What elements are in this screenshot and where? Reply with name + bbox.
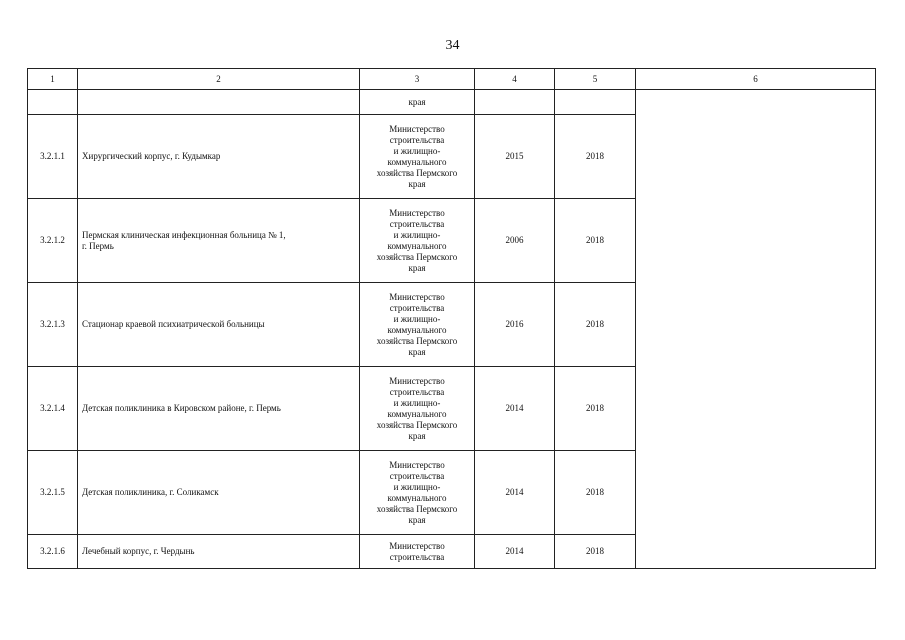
cell-id: 3.2.1.5 bbox=[28, 451, 78, 535]
cell-id bbox=[28, 90, 78, 115]
agency-line: строительства bbox=[389, 470, 445, 481]
header-col-6: 6 bbox=[636, 69, 876, 90]
header-col-3: 3 bbox=[360, 69, 475, 90]
document-table bbox=[27, 68, 876, 569]
header-col-2: 2 bbox=[78, 69, 360, 90]
agency-line: строительства bbox=[389, 302, 445, 313]
agency-line: хозяйства Пермского bbox=[376, 503, 458, 514]
agency-line: края bbox=[408, 430, 426, 441]
cell-end: 2018 bbox=[555, 199, 636, 283]
agency-line: Министерство bbox=[389, 540, 445, 551]
agency-line: хозяйства Пермского bbox=[376, 419, 458, 430]
agency-line: края bbox=[408, 514, 426, 525]
agency-line: коммунального bbox=[387, 408, 447, 419]
agency-line: края bbox=[408, 346, 426, 357]
agency-line: и жилищно- bbox=[393, 397, 441, 408]
cell-agency bbox=[360, 535, 475, 569]
table-header-row bbox=[28, 69, 876, 90]
cell-id: 3.2.1.3 bbox=[28, 283, 78, 367]
agency-line: и жилищно- bbox=[393, 229, 441, 240]
cell-col6-empty bbox=[636, 90, 876, 569]
agency-line: Министерство bbox=[389, 291, 445, 302]
cell-start: 2014 bbox=[475, 451, 555, 535]
cell-agency bbox=[360, 115, 475, 199]
agency-line: коммунального bbox=[387, 156, 447, 167]
cell-agency bbox=[360, 367, 475, 451]
header-col-1: 1 bbox=[28, 69, 78, 90]
cell-name: Лечебный корпус, г. Чердынь bbox=[78, 535, 360, 569]
cell-end: 2018 bbox=[555, 283, 636, 367]
agency-line: коммунального bbox=[387, 492, 447, 503]
name-line: г. Пермь bbox=[82, 240, 114, 251]
cell-end: 2018 bbox=[555, 115, 636, 199]
agency-line: строительства bbox=[389, 386, 445, 397]
cell-start bbox=[475, 90, 555, 115]
agency-line: Министерство bbox=[389, 123, 445, 134]
cell-name: Стационар краевой психиатрической больницы bbox=[78, 283, 360, 367]
cell-start: 2014 bbox=[475, 535, 555, 569]
cell-name: Детская поликлиника в Кировском районе, г. Пермь bbox=[78, 367, 360, 451]
cell-end bbox=[555, 90, 636, 115]
agency-line: Министерство bbox=[389, 459, 445, 470]
cell-id: 3.2.1.2 bbox=[28, 199, 78, 283]
agency-line: Министерство bbox=[389, 375, 445, 386]
agency-line: строительства bbox=[389, 134, 445, 145]
cell-name bbox=[78, 199, 360, 283]
agency-line: строительства bbox=[389, 218, 445, 229]
cell-agency bbox=[360, 451, 475, 535]
cell-start: 2006 bbox=[475, 199, 555, 283]
page-number: 34 bbox=[445, 38, 460, 53]
agency-line: Министерство bbox=[389, 207, 445, 218]
agency-line: и жилищно- bbox=[393, 481, 441, 492]
cell-name: Хирургический корпус, г. Кудымкар bbox=[78, 115, 360, 199]
agency-line: и жилищно- bbox=[393, 145, 441, 156]
agency-line: строительства bbox=[389, 551, 445, 562]
name-line: Пермская клиническая инфекционная больница № 1, bbox=[82, 229, 286, 240]
cell-end: 2018 bbox=[555, 451, 636, 535]
header-col-5: 5 bbox=[555, 69, 636, 90]
agency-line: края bbox=[408, 262, 426, 273]
agency-line: края bbox=[408, 178, 426, 189]
cell-start: 2015 bbox=[475, 115, 555, 199]
cell-agency bbox=[360, 283, 475, 367]
cell-id: 3.2.1.6 bbox=[28, 535, 78, 569]
agency-line: и жилищно- bbox=[393, 313, 441, 324]
cell-name: Детская поликлиника, г. Соликамск bbox=[78, 451, 360, 535]
agency-line: коммунального bbox=[387, 240, 447, 251]
agency-line: хозяйства Пермского bbox=[376, 251, 458, 262]
header-col-4: 4 bbox=[475, 69, 555, 90]
cell-agency: края bbox=[360, 90, 475, 115]
cell-name bbox=[78, 90, 360, 115]
cell-end: 2018 bbox=[555, 535, 636, 569]
cell-start: 2016 bbox=[475, 283, 555, 367]
cell-end: 2018 bbox=[555, 367, 636, 451]
cell-agency bbox=[360, 199, 475, 283]
agency-line: хозяйства Пермского bbox=[376, 335, 458, 346]
cell-id: 3.2.1.1 bbox=[28, 115, 78, 199]
agency-line: коммунального bbox=[387, 324, 447, 335]
cell-start: 2014 bbox=[475, 367, 555, 451]
cell-id: 3.2.1.4 bbox=[28, 367, 78, 451]
agency-line: хозяйства Пермского bbox=[376, 167, 458, 178]
continuation-row bbox=[28, 90, 876, 115]
